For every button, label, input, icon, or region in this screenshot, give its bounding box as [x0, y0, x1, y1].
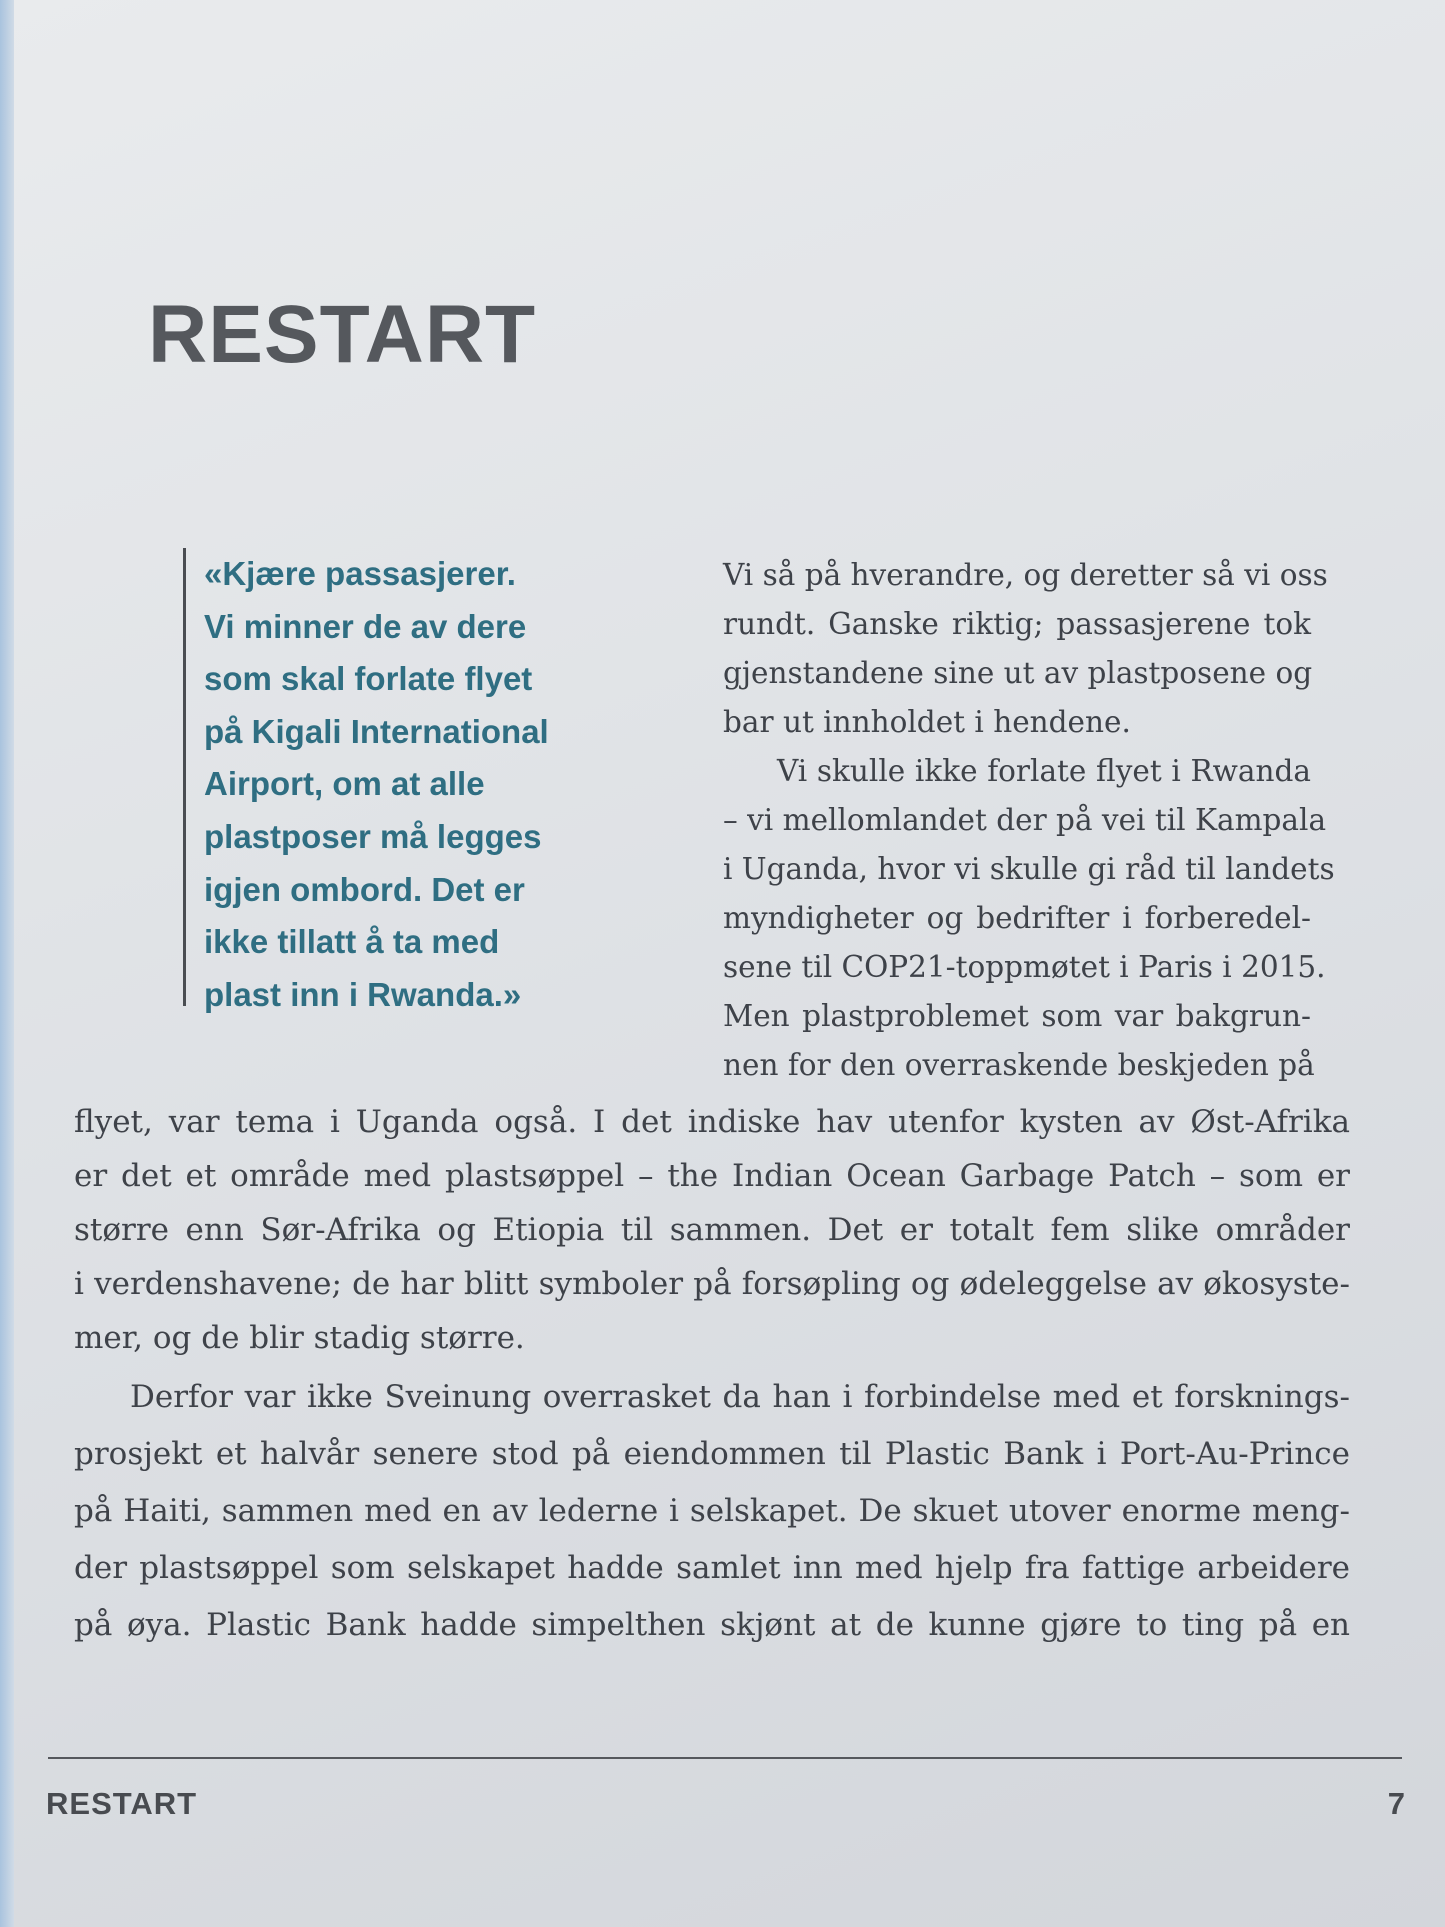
pull-quote-line: igjen ombord. Det er: [204, 870, 525, 908]
pull-quote-line: «Kjære passasjerer.: [204, 555, 516, 592]
pull-quote-line: plastposer må legges: [204, 817, 542, 855]
pull-quote-line: som skal forlate flyet: [204, 660, 533, 698]
pull-quote: [183, 548, 653, 1013]
column-line: Men plastproblemet som var bakgrun-: [723, 999, 1311, 1033]
column-line: sene til COP21-toppmøtet i Paris i 2015.: [723, 950, 1326, 984]
column-line: i Uganda, hvor vi skulle gi råd til landets: [723, 852, 1335, 886]
pull-quote-line: Vi minner de av dere: [204, 607, 527, 645]
pull-quote-line: ikke tillatt å ta med: [204, 923, 500, 961]
column-line: nen for den overraskende beskjeden på: [723, 1048, 1315, 1082]
column-line: – vi mellomlandet der på vei til Kampala: [723, 803, 1327, 837]
column-line: rundt. Ganske riktig; passasjerene tok: [723, 607, 1311, 641]
column-line: gjenstandene sine ut av plastposene og: [723, 656, 1313, 690]
running-title: RESTART: [46, 1786, 198, 1821]
footer-rule: [48, 1757, 1402, 1759]
pull-quote-line: Airport, om at alle: [204, 765, 485, 803]
column-line: bar ut innholdet i hendene.: [723, 705, 1131, 739]
pull-quote-line: på Kigali International: [204, 712, 549, 750]
pull-quote-line: plast inn i Rwanda.»: [204, 975, 522, 1013]
body-line: større enn Sør-Afrika og Etiopia til sammen. Det er totalt fem slike områder: [74, 1212, 1350, 1248]
body-line: der plastsøppel som selskapet hadde samlet inn med hjelp fra fattige arbeidere: [74, 1550, 1350, 1586]
body-line: prosjekt et halvår senere stod på eiendommen til Plastic Bank i Port-Au-Prince: [74, 1436, 1350, 1472]
body-line: på Haiti, sammen med en av lederne i selskapet. De skuet utover enorme meng-: [74, 1493, 1350, 1529]
body-line: Derfor var ikke Sveinung overrasket da han i forbindelse med et forsknings-: [130, 1379, 1350, 1415]
body-line: mer, og de blir stadig større.: [74, 1320, 525, 1356]
body-line: på øya. Plastic Bank hadde simpelthen skjønt at de kunne gjøre to ting på en: [74, 1607, 1350, 1643]
chapter-title: RESTART: [148, 289, 537, 380]
body-line: flyet, var tema i Uganda også. I det indiske hav utenfor kysten av Øst-Afrika: [74, 1104, 1350, 1140]
column-line: myndigheter og bedrifter i forberedel-: [723, 901, 1311, 935]
pull-quote-text: [204, 548, 653, 1021]
body-line: i verdenshavene; de har blitt symboler på forsøpling og ødeleggelse av økosyste-: [74, 1266, 1350, 1302]
column-line: Vi skulle ikke forlate flyet i Rwanda: [777, 754, 1311, 788]
page-number: 7: [1387, 1786, 1405, 1821]
page-edge: [0, 0, 14, 1927]
column-line: Vi så på hverandre, og deretter så vi oss: [723, 558, 1328, 592]
body-line: er det et område med plastsøppel – the Indian Ocean Garbage Patch – som er: [74, 1158, 1350, 1194]
